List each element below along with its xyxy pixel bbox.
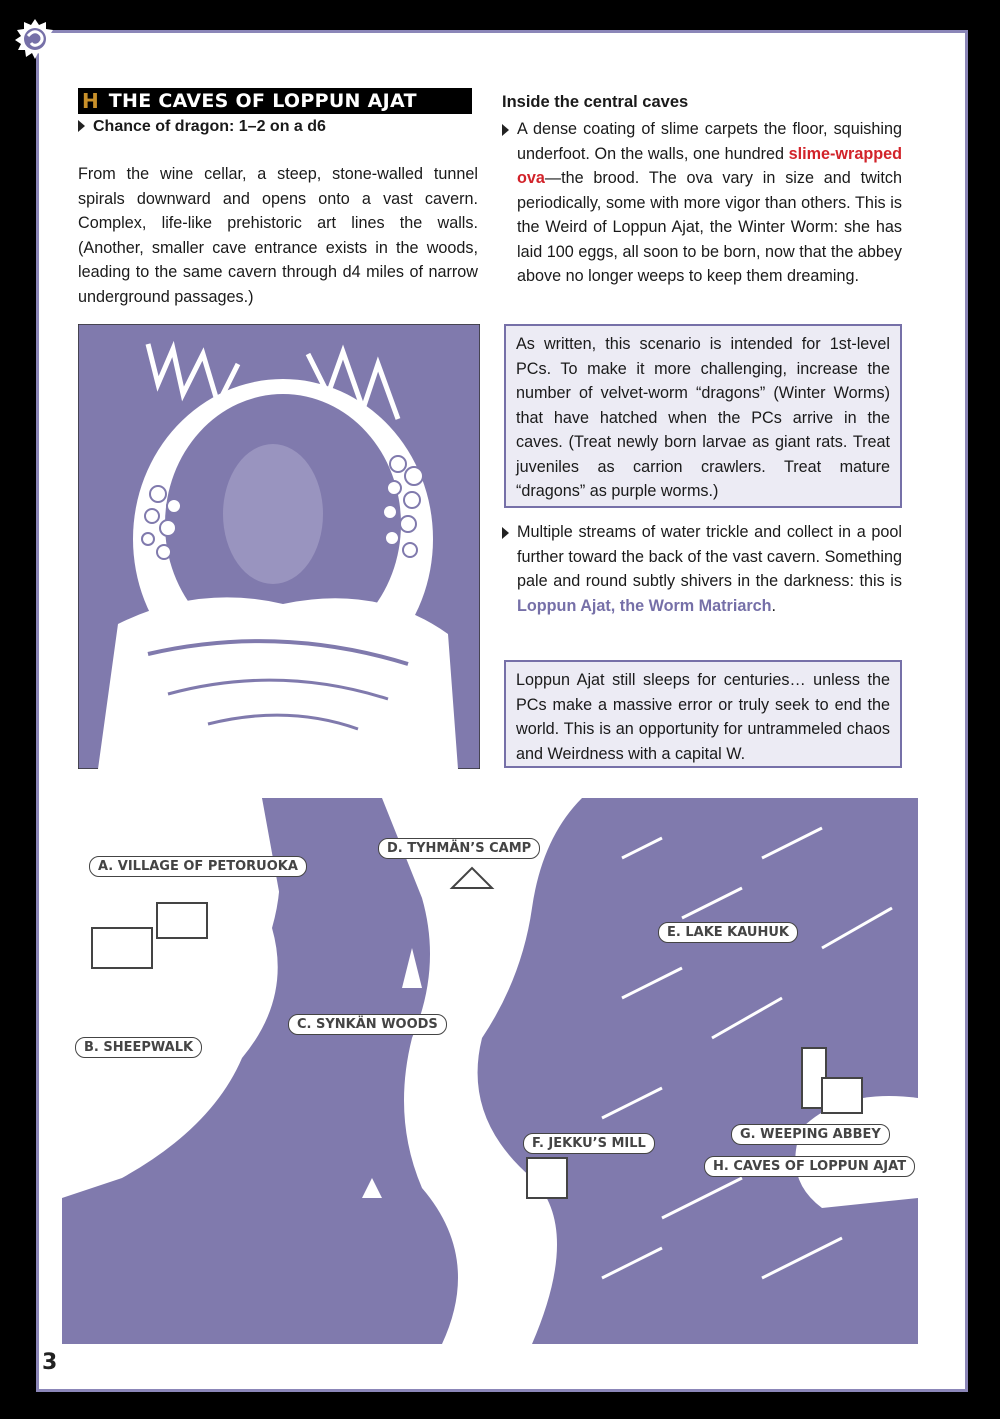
bullet-pool-before: Multiple streams of water trickle and collect in a pool further toward the back of the vast cavern. Something pale and round subtly shivers in the darkness: this is (517, 523, 902, 590)
section-heading (78, 88, 472, 114)
intro-paragraph: From the wine cellar, a steep, stone-walled tunnel spirals downward and opens onto a vast cavern. Complex, life-like prehistoric art lines the walls. (Another, smaller cave entrance exists in the woods, leading to the same cavern through d4 miles of narrow underground passages.) (78, 165, 478, 306)
bullet-pool-after: . (771, 596, 777, 615)
bullet-ova (502, 117, 902, 289)
publisher-logo-icon (14, 18, 56, 60)
map-label-sheepwalk: B. SHEEPWALK (75, 1037, 202, 1058)
slime-wrapped-ova-term: slime-wrapped ova (517, 144, 902, 187)
bullet-pool-text (517, 520, 902, 618)
chance-of-dragon (78, 118, 326, 136)
section-letter: H (82, 89, 99, 113)
map-label-abbey: G. WEEPING ABBEY (731, 1124, 890, 1145)
bullet-ova-text (517, 117, 902, 289)
region-map (62, 798, 918, 1344)
bullet-pool (502, 520, 902, 618)
map-label-village: A. VILLAGE OF PETORUOKA (89, 856, 307, 877)
bullet-arrow-icon (78, 120, 85, 132)
bullet-ova-after: —the brood. The ova vary in size and twitch periodically, some with more vigor than others. This is the Weird of Loppun Ajat, the Winter Worm: she has laid 100 eggs, all soon to be born, now that the abbey above no longer weeps to keep them dreaming. (517, 169, 902, 285)
worm-matriarch-term: Loppun Ajat, the Worm Matriarch (517, 596, 772, 615)
map-label-mill: F. JEKKU’S MILL (523, 1133, 655, 1154)
sidebar-box-sleeps: Loppun Ajat still sleeps for centuries… unless the PCs make a massive error or truly seek to end the world. This is an opportunity for untrammeled chaos and Weirdness with a capital W. (504, 660, 902, 768)
map-label-camp: D. TYHMÄN’S CAMP (378, 838, 540, 859)
inside-subheading: Inside the central caves (502, 93, 689, 111)
map-label-lake: E. LAKE KAUHUK (658, 922, 798, 943)
chance-text: Chance of dragon: 1–2 on a d6 (93, 118, 326, 135)
cave-illustration (78, 324, 480, 769)
section-title: THE CAVES OF LOPPUN AJAT (108, 90, 417, 112)
page-number: 3 (42, 1350, 58, 1375)
map-label-caves: H. CAVES OF LOPPUN AJAT (704, 1156, 915, 1177)
sidebar-box-difficulty: As written, this scenario is intended for 1st-level PCs. To make it more challenging, increase the number of velvet-worm “dragons” (Winter Worms) that have hatched when the PCs arrive in the caves. (Treat newly born larvae as giant rats. Treat juveniles as carrion crawlers. Treat mature “dragons” as purple worms.) (504, 324, 902, 508)
map-label-woods: C. SYNKÄN WOODS (288, 1014, 447, 1035)
bullet-ova-before: A dense coating of slime carpets the floor, squishing underfoot. On the walls, one hundred (517, 120, 902, 163)
bullet-arrow-icon (502, 124, 509, 136)
bullet-arrow-icon (502, 527, 509, 539)
